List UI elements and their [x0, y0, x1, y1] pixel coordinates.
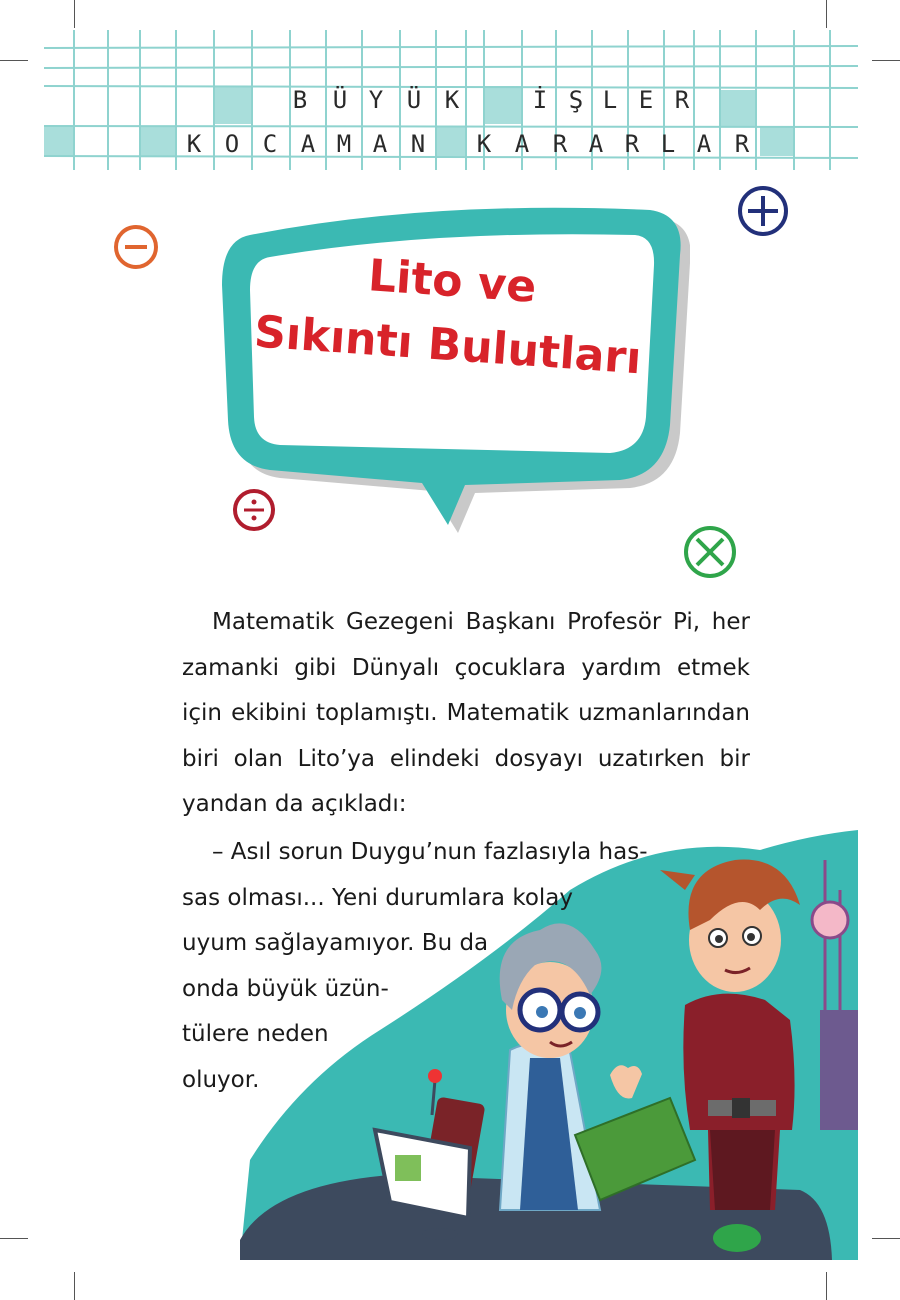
series-letter: R — [734, 130, 750, 158]
crop-mark — [826, 0, 827, 28]
story-title-line-1: Lito ve — [366, 250, 538, 313]
crop-mark — [0, 60, 28, 61]
series-letter: Ü — [332, 86, 348, 114]
series-letter: A — [300, 130, 316, 158]
minus-circle-icon — [112, 223, 160, 271]
series-letter: O — [224, 130, 240, 158]
times-circle-icon — [682, 524, 738, 580]
plus-circle-icon — [736, 184, 790, 238]
dialogue-line: uyum sağlayamıyor. Bu da — [182, 930, 489, 956]
series-letter: N — [410, 130, 426, 158]
dialogue-block — [182, 830, 648, 1103]
series-letter: R — [552, 130, 568, 158]
series-letter: Ü — [406, 86, 422, 114]
dialogue-line: onda büyük üzün- — [182, 975, 389, 1002]
crop-mark — [872, 60, 900, 61]
crop-mark — [74, 1272, 75, 1300]
crop-mark — [826, 1272, 827, 1300]
series-letter: E — [638, 86, 654, 114]
crop-mark — [0, 1238, 28, 1239]
series-letter: Ş — [568, 86, 584, 114]
series-letter: C — [262, 130, 278, 158]
story-paragraph: Matematik Gezegeni Başkanı Profesör Pi, her zamanki gibi Dünyalı çocuklara yardım etmek için ekibini toplamıştı. Matematik uzmanlarından biri olan Lito’ya elindeki dosyayı uzatırken bir yandan da açıkladı: — [182, 609, 750, 817]
series-letter: R — [624, 130, 640, 158]
series-letter: A — [372, 130, 388, 158]
series-letter: B — [292, 86, 308, 114]
series-letter: Y — [368, 86, 384, 114]
story-body — [182, 600, 750, 828]
series-letter: K — [186, 130, 202, 158]
dialogue-line: sas olması... Yeni durumlara kolay — [182, 884, 573, 911]
story-title-line-2: Sıkıntı Bulutları — [252, 306, 643, 385]
series-letter: A — [514, 130, 530, 158]
crop-mark — [74, 0, 75, 28]
series-letter: K — [476, 130, 492, 158]
dialogue-line: oluyor. — [182, 1066, 260, 1093]
series-letter: M — [336, 130, 352, 158]
divide-circle-icon — [230, 486, 278, 534]
series-letter: A — [588, 130, 604, 158]
series-letter: İ — [532, 86, 548, 114]
series-letter: K — [444, 86, 460, 114]
series-letter: L — [660, 130, 676, 158]
dialogue-line: tülere neden — [182, 1021, 329, 1047]
series-letter: R — [674, 86, 690, 114]
series-letter: L — [602, 86, 618, 114]
series-letter: A — [696, 130, 712, 158]
dialogue-line: – Asıl sorun Duygu’nun fazlasıyla has- — [212, 839, 648, 865]
crop-mark — [872, 1238, 900, 1239]
